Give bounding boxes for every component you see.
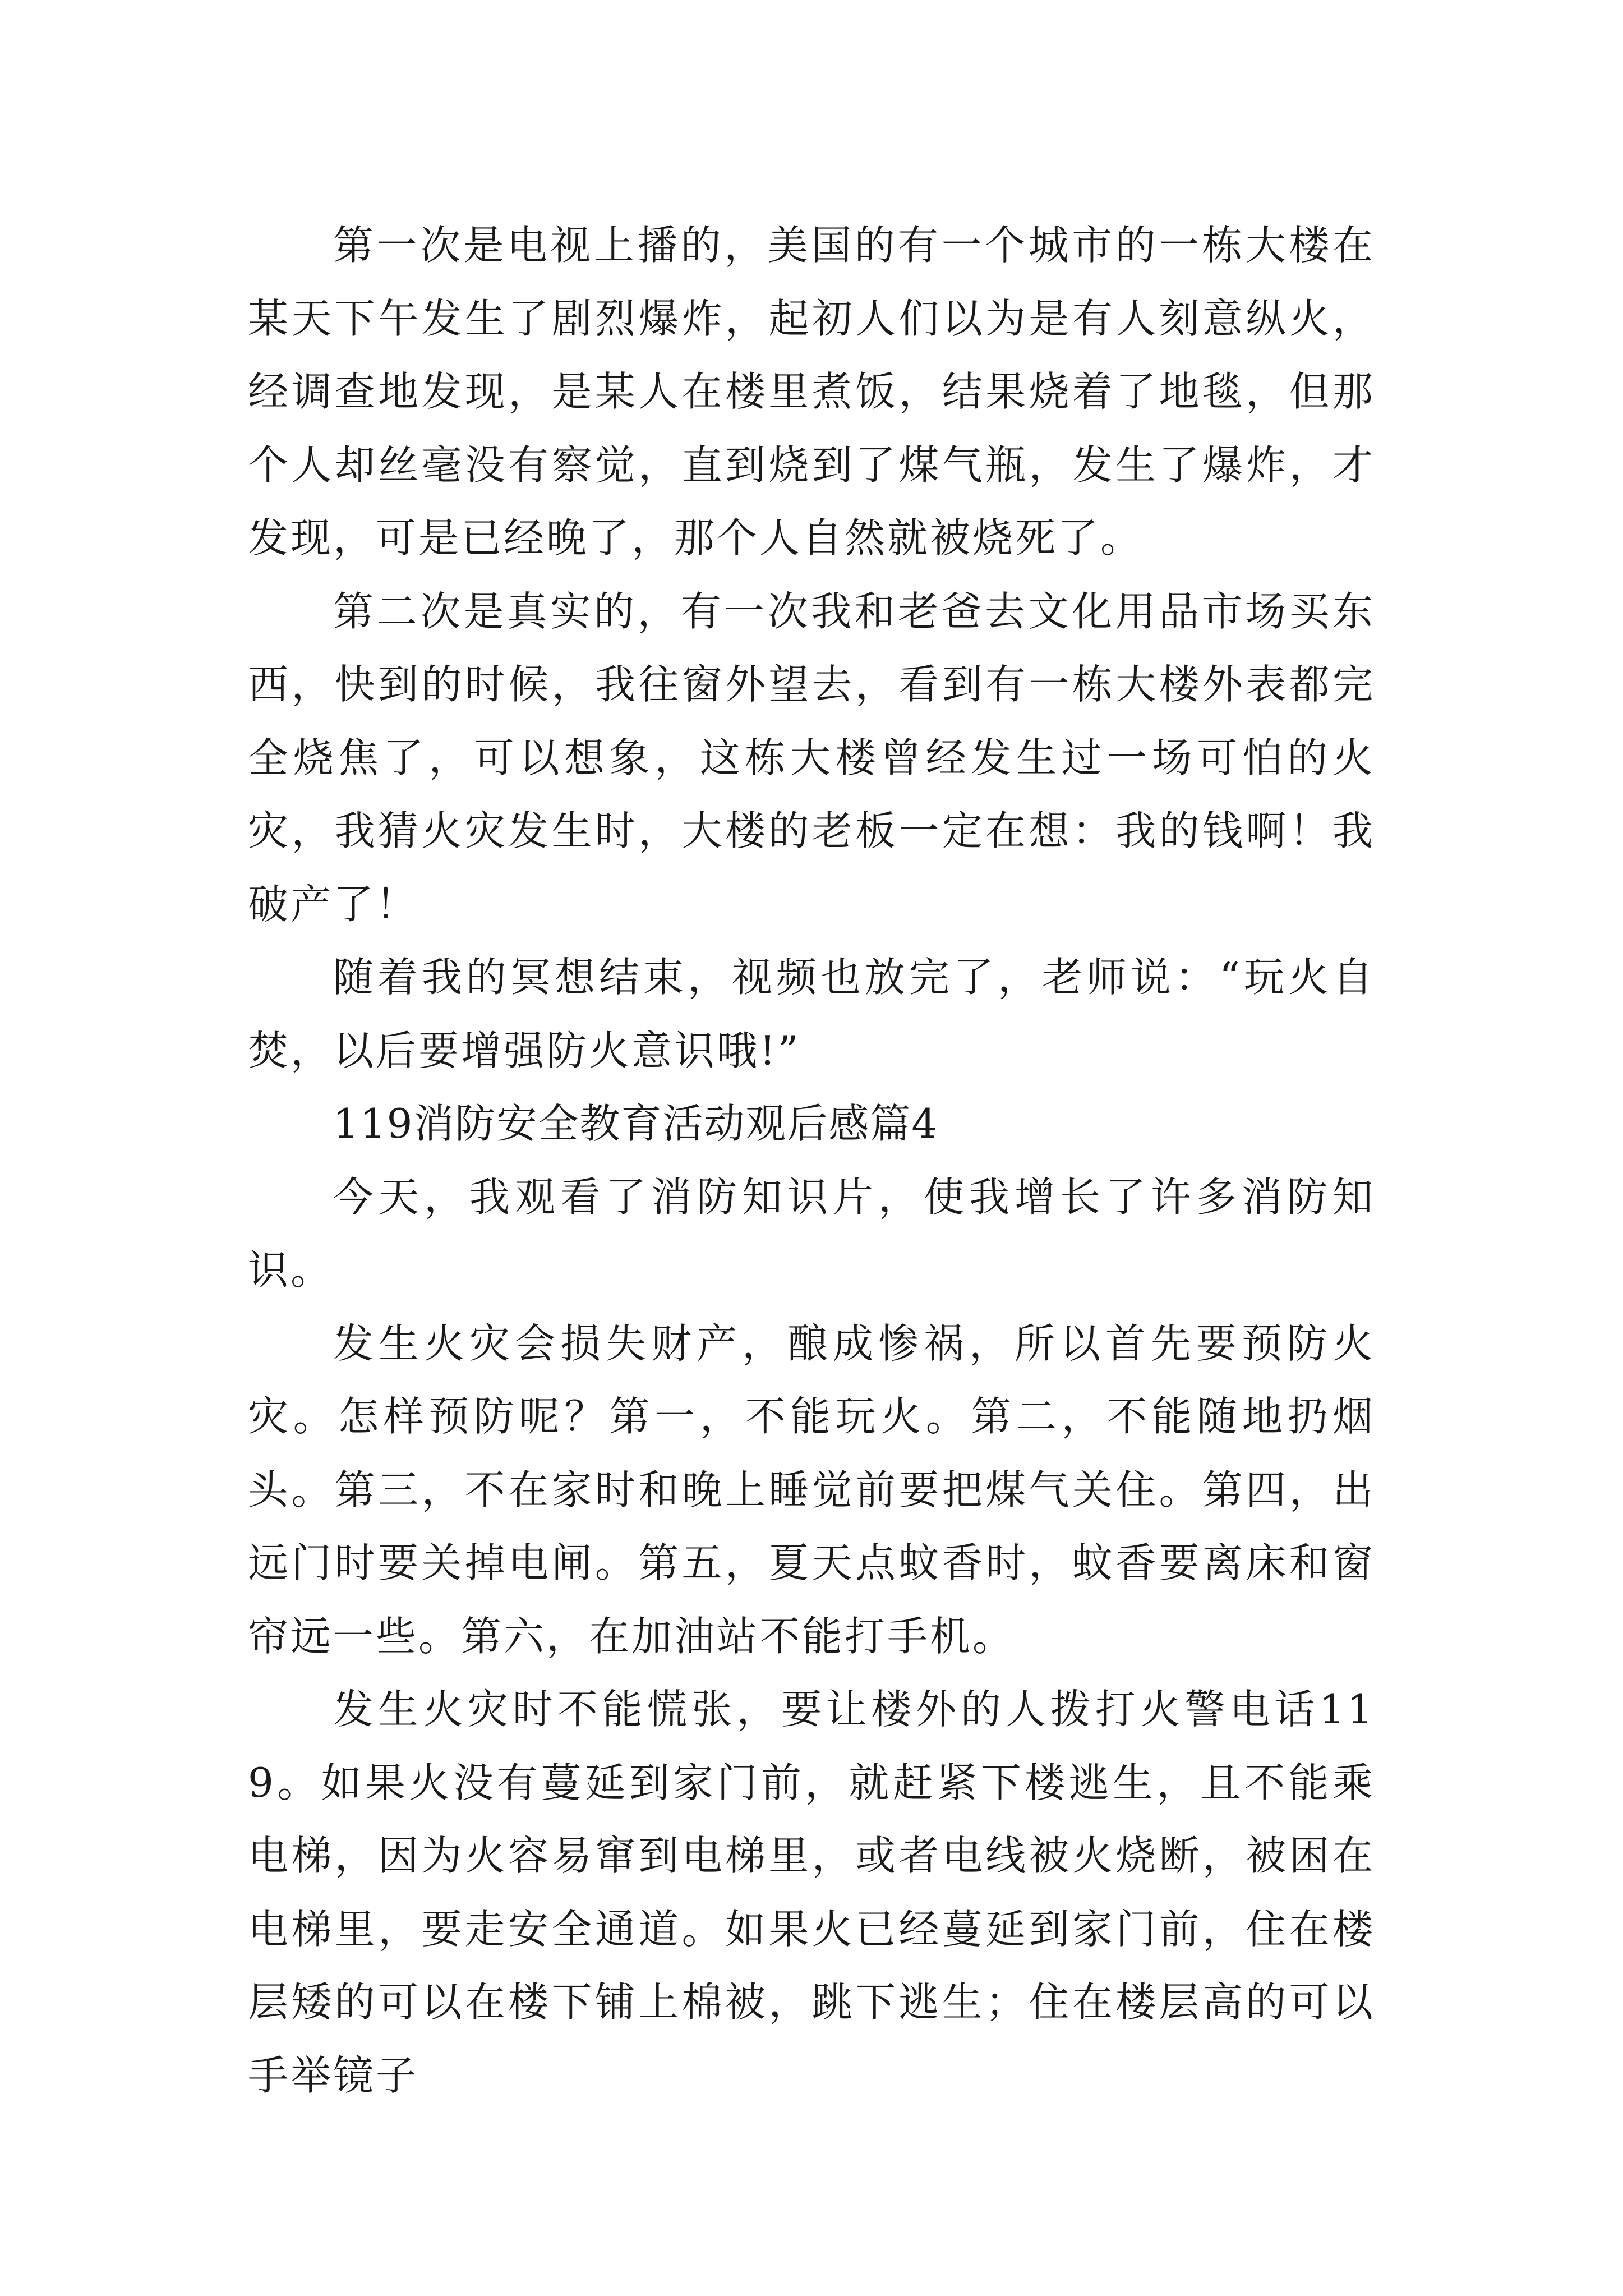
document-body bbox=[248, 209, 1375, 2112]
paragraph-intro: 今天，我观看了消防知识片，使我增长了许多消防知识。 bbox=[248, 1173, 1375, 1294]
paragraph-teacher-quote: 随着我的冥想结束，视频也放完了，老师说：“玩火自焚，以后要增强防火意识哦!” bbox=[248, 954, 1375, 1074]
section-heading: 119消防安全教育活动观后感篇4 bbox=[333, 1100, 939, 1147]
paragraph-second-fire: 第二次是真实的，有一次我和老爸去文化用品市场买东西，快到的时候，我往窗外望去，看到有一栋大楼外表都完全烧焦了，可以想象，这栋大楼曾经发生过一场可怕的火灾，我猜火灾发生时，大楼的老板一定在想：我的钱啊！我破产了！ bbox=[248, 587, 1375, 928]
paragraph-prevention: 发生火灾会损失财产，酿成惨祸，所以首先要预防火灾。怎样预防呢？第一，不能玩火。第二，不能随地扔烟头。第三，不在家时和晚上睡觉前要把煤气关住。第四，出远门时要关掉电闸。第五，夏天点蚊香时，蚊香要离床和窗帘远一些。第六，在加油站不能打手机。 bbox=[248, 1319, 1375, 1660]
paragraph-first-fire: 第一次是电视上播的，美国的有一个城市的一栋大楼在某天下午发生了剧烈爆炸，起初人们以为是有人刻意纵火，经调查地发现，是某人在楼里煮饭，结果烧着了地毯，但那个人却丝毫没有察觉，直到烧到了煤气瓶，发生了爆炸，才发现，可是已经晚了，那个人自然就被烧死了。 bbox=[248, 222, 1375, 562]
paragraph-escape: 发生火灾时不能慌张，要让楼外的人拨打火警电话119。如果火没有蔓延到家门前，就赶紧下楼逃生，且不能乘电梯，因为火容易窜到电梯里，或者电线被火烧断，被困在电梯里，要走安全通道。如果火已经蔓延到家门前，住在楼层矮的可以在楼下铺上棉被，跳下逃生；住在楼层高的可以手举镜子 bbox=[248, 1686, 1375, 2099]
